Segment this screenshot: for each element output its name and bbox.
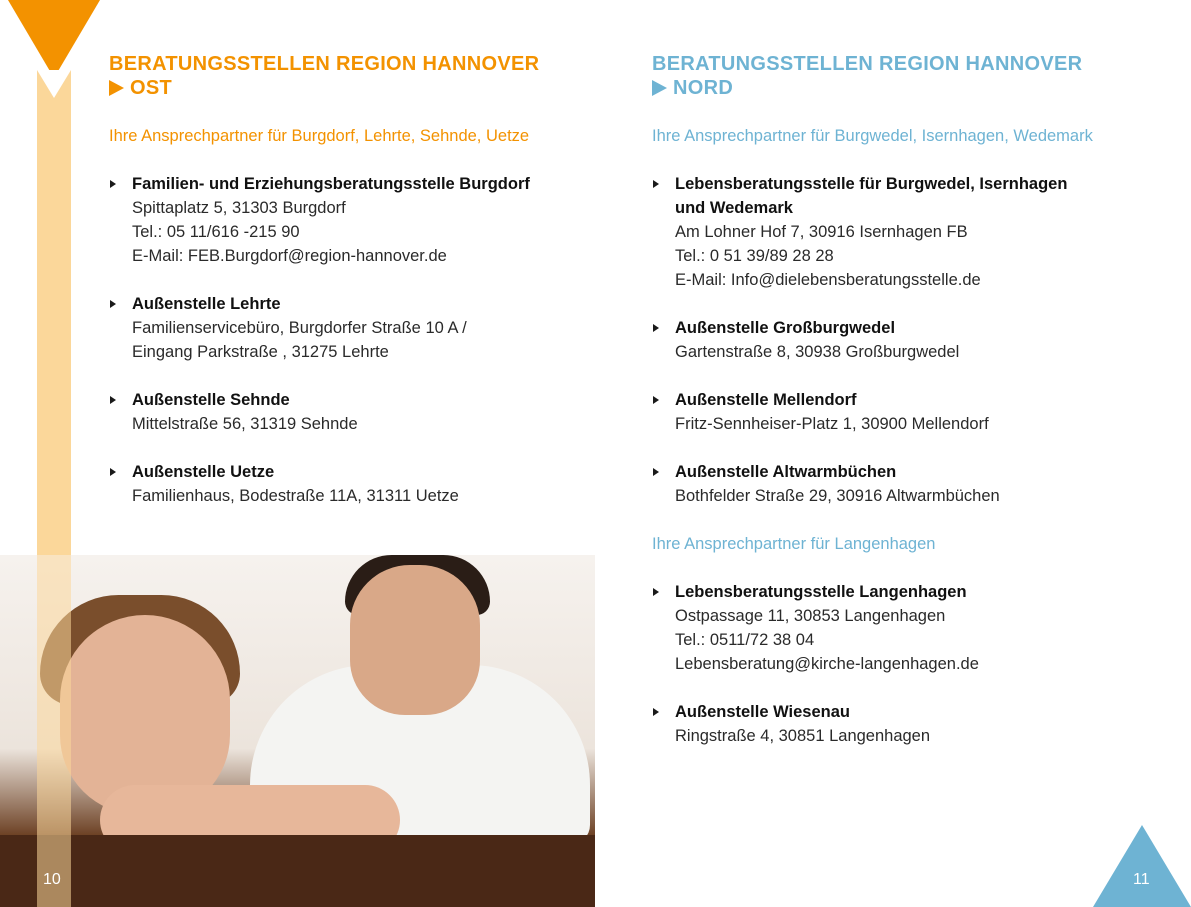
left-subheading: Ihre Ansprechpartner für Burgdorf, Lehrte, Sehnde, Uetze [109, 127, 530, 145]
decorative-photo-band [37, 555, 71, 907]
contact-address: Eingang Parkstraße , 31275 Lehrte [132, 343, 389, 361]
list-item [109, 172, 579, 268]
contact-address: Gartenstraße 8, 30938 Großburgwedel [675, 343, 960, 361]
right-heading-title: BERATUNGSSTELLEN REGION HANNOVER [652, 53, 1083, 75]
contact-name-continued: und Wedemark [675, 199, 793, 217]
bullet-icon [653, 468, 659, 476]
contact-phone: Tel.: 0511/72 38 04 [675, 631, 815, 649]
contact-name: Außenstelle Uetze [132, 463, 275, 481]
right-subheading-langenhagen: Ihre Ansprechpartner für Langenhagen [652, 535, 936, 553]
decorative-blue-triangle [1093, 825, 1191, 907]
list-item [652, 460, 1172, 508]
left-heading [109, 52, 579, 100]
contact-address: Familienhaus, Bodestraße 11A, 31311 Uetze [132, 487, 459, 505]
right-subheading: Ihre Ansprechpartner für Burgwedel, Isernhagen, Wedemark [652, 127, 1093, 145]
list-item [109, 292, 579, 364]
left-heading-region [109, 76, 579, 100]
contact-name: Außenstelle Altwarmbüchen [675, 463, 897, 481]
contact-address: Spittaplatz 5, 31303 Burgdorf [132, 199, 346, 217]
contact-phone: Tel.: 0 51 39/89 28 28 [675, 247, 834, 265]
right-contact-list-langenhagen [652, 580, 1172, 748]
contact-address: Am Lohner Hof 7, 30916 Isernhagen FB [675, 223, 968, 241]
contact-email: Lebensberatung@kirche-langenhagen.de [675, 655, 979, 673]
photo-father-and-son [0, 555, 595, 907]
right-page-column [652, 52, 1172, 772]
contact-address: Fritz-Sennheiser-Platz 1, 30900 Mellendorf [675, 415, 989, 433]
right-heading [652, 52, 1172, 100]
list-item [652, 172, 1172, 292]
right-contact-list [652, 172, 1172, 508]
left-heading-title: BERATUNGSSTELLEN REGION HANNOVER [109, 53, 540, 75]
page-number-left: 10 [43, 871, 61, 888]
right-heading-region [652, 76, 1172, 100]
list-item [652, 316, 1172, 364]
contact-name: Außenstelle Großburgwedel [675, 319, 896, 337]
contact-address: Familienservicebüro, Burgdorfer Straße 10 A / [132, 319, 467, 337]
left-region-label: OST [130, 77, 173, 99]
bullet-icon [653, 180, 659, 188]
contact-name: Außenstelle Mellendorf [675, 391, 857, 409]
decorative-orange-triangle [8, 0, 100, 78]
triangle-right-icon [109, 80, 124, 96]
contact-name: Außenstelle Wiesenau [675, 703, 850, 721]
contact-email: E-Mail: Info@dielebensberatungsstelle.de [675, 271, 981, 289]
left-page-column [109, 52, 579, 532]
bullet-icon [110, 180, 116, 188]
contact-name: Außenstelle Lehrte [132, 295, 281, 313]
list-item [652, 700, 1172, 748]
contact-name: Familien- und Erziehungsberatungsstelle Burgdorf [132, 175, 530, 193]
contact-phone: Tel.: 05 11/616 -215 90 [132, 223, 300, 241]
bullet-icon [110, 300, 116, 308]
bullet-icon [653, 708, 659, 716]
bullet-icon [653, 588, 659, 596]
bullet-icon [110, 396, 116, 404]
left-contact-list [109, 172, 579, 508]
page-number-right: 11 [1133, 871, 1150, 888]
triangle-right-icon [652, 80, 667, 96]
contact-address: Ostpassage 11, 30853 Langenhagen [675, 607, 946, 625]
list-item [652, 388, 1172, 436]
contact-name: Lebensberatungsstelle für Burgwedel, Isernhagen [675, 175, 1068, 193]
contact-name: Außenstelle Sehnde [132, 391, 290, 409]
list-item [109, 460, 579, 508]
bullet-icon [110, 468, 116, 476]
contact-address: Mittelstraße 56, 31319 Sehnde [132, 415, 358, 433]
contact-email: E-Mail: FEB.Burgdorf@region-hannover.de [132, 247, 447, 265]
contact-address: Ringstraße 4, 30851 Langenhagen [675, 727, 931, 745]
right-region-label: NORD [673, 77, 734, 99]
contact-name: Lebensberatungsstelle Langenhagen [675, 583, 967, 601]
bullet-icon [653, 324, 659, 332]
contact-address: Bothfelder Straße 29, 30916 Altwarmbüchen [675, 487, 1000, 505]
list-item [652, 580, 1172, 676]
list-item [109, 388, 579, 436]
bullet-icon [653, 396, 659, 404]
decorative-triangle-notch [37, 70, 71, 98]
